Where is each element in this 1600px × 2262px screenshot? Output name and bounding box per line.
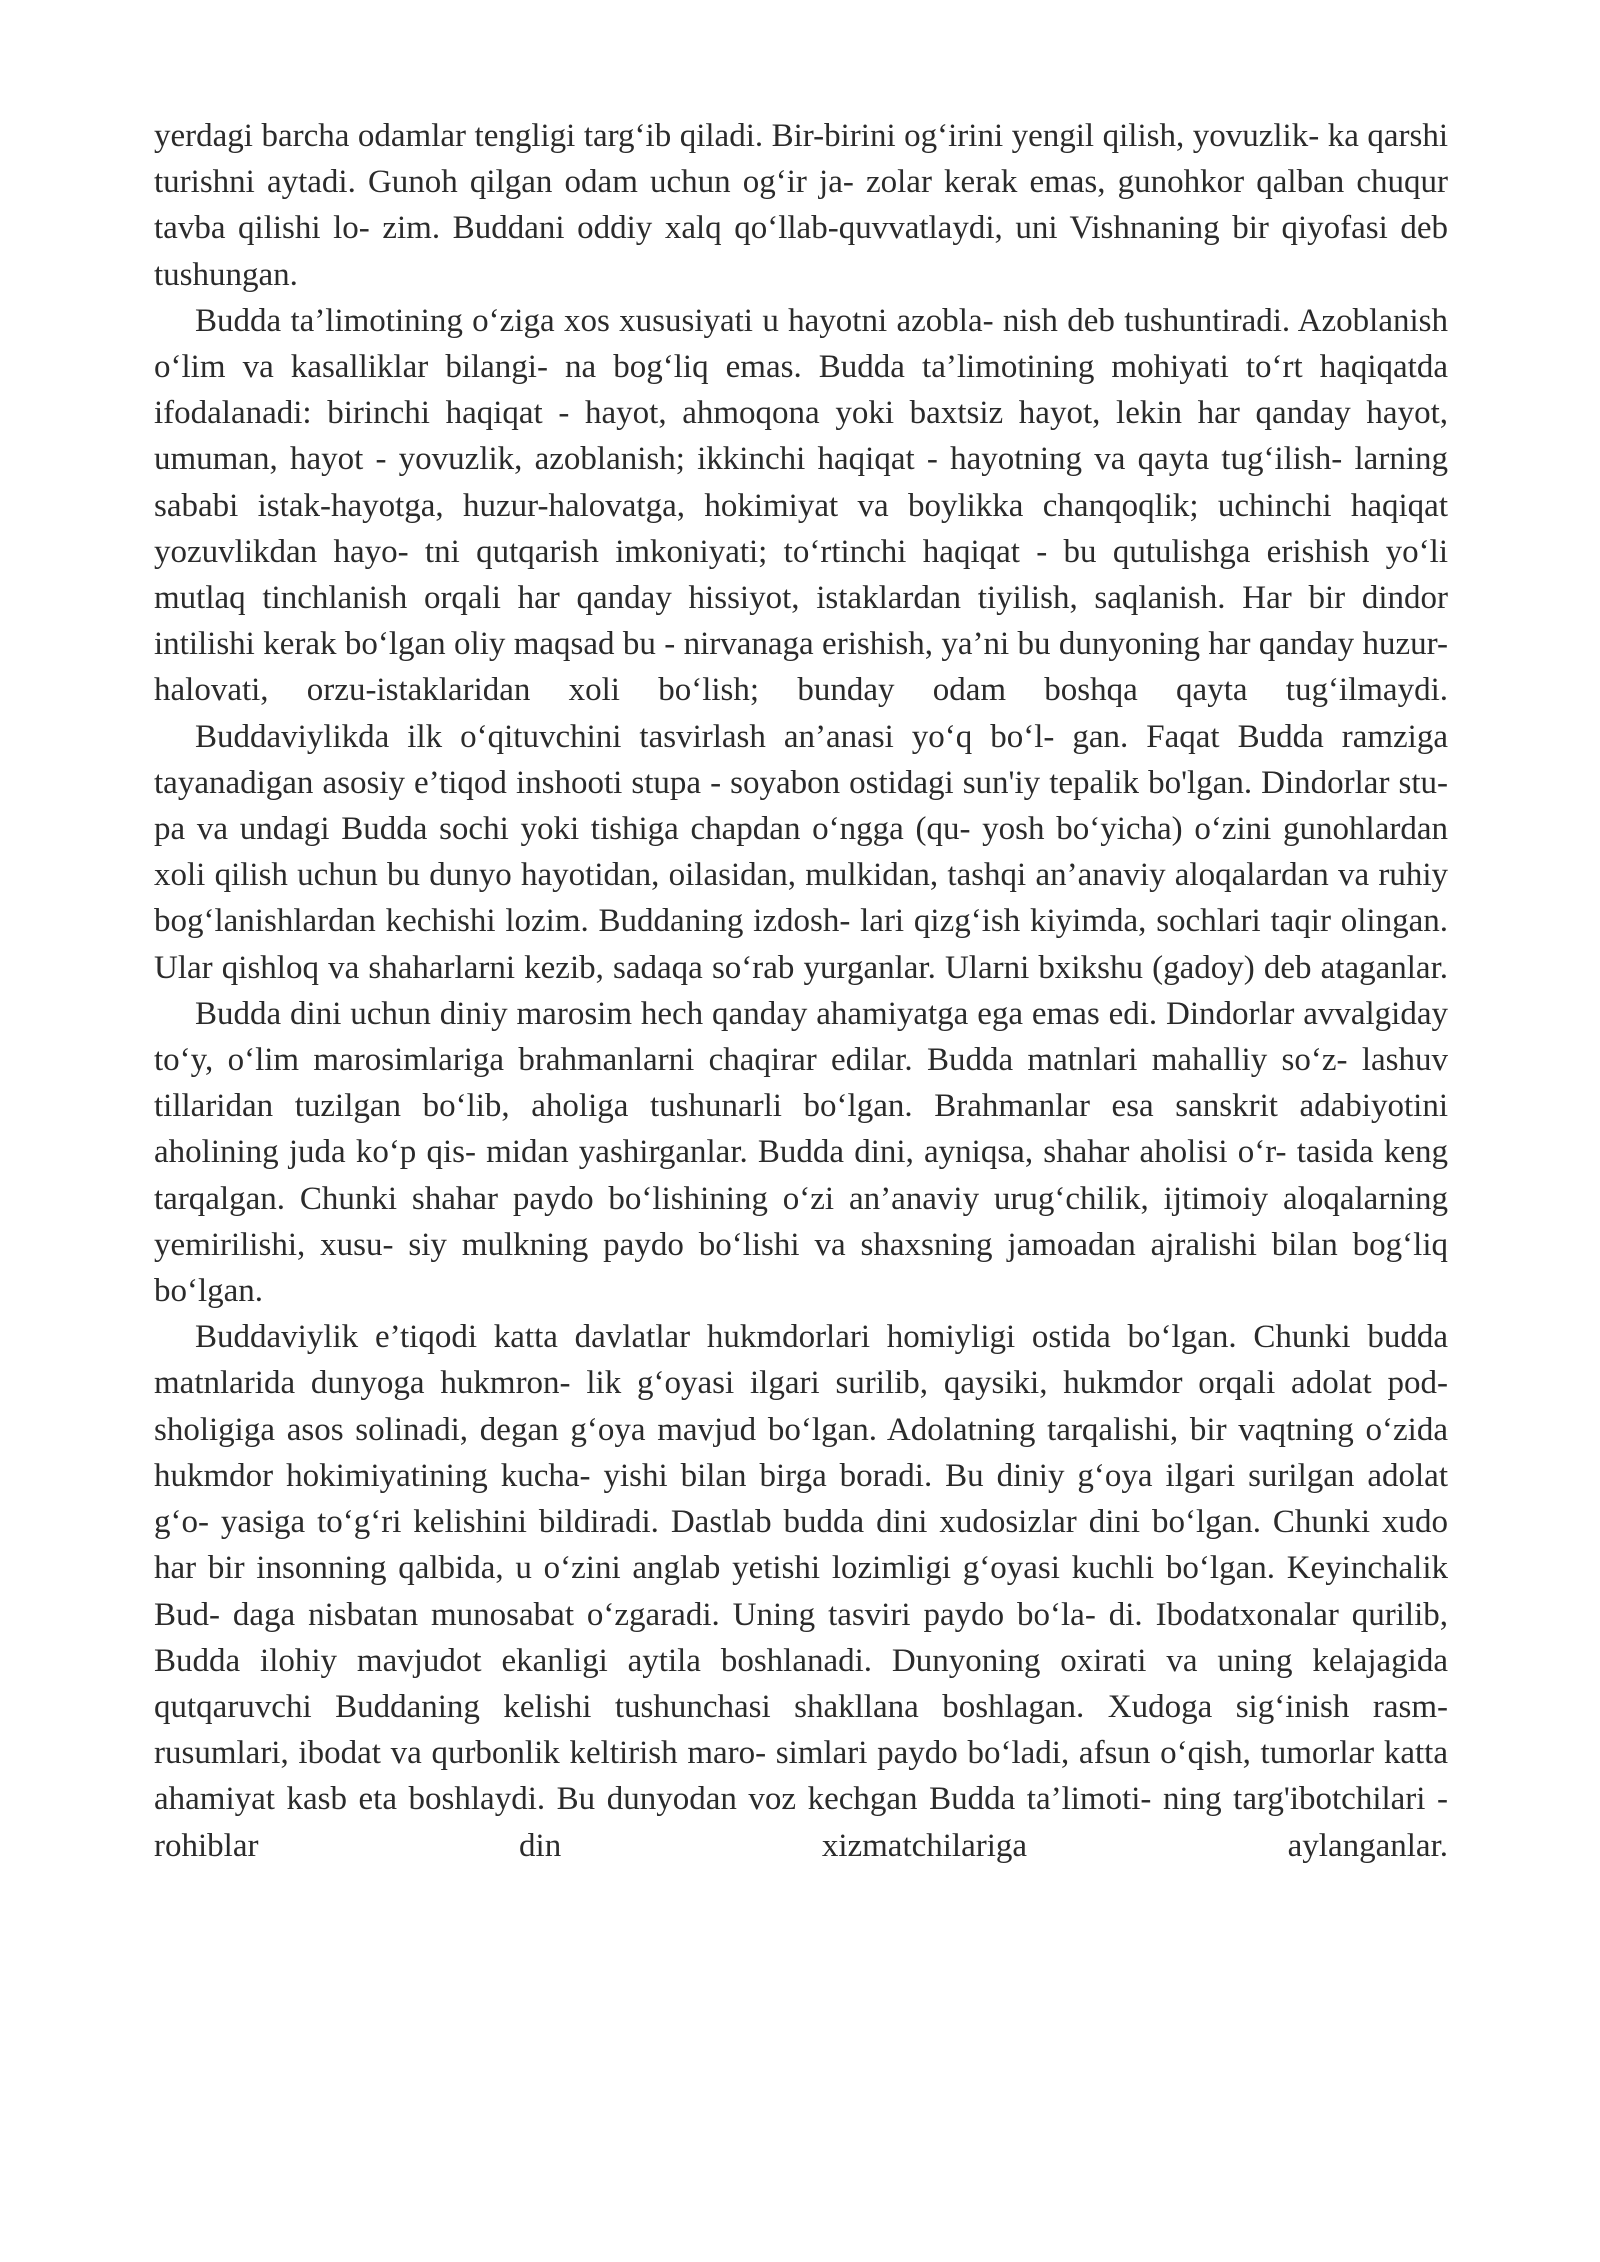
paragraph-3: Buddaviylikda ilk o‘qituvchini tasvirlash an’anasi yo‘q bo‘l- gan. Faqat Budda ramziga tayanadigan asosiy e’tiqod inshooti stupa - soyabon ostidagi sun'iy tepalik bo'lgan. Dindorlar stu- pa va undagi Budda sochi yoki tishiga chapdan o‘ngga (qu- yosh bo‘yicha) o‘zini gunohlardan xoli qilish uchun bu dunyo hayotidan, oilasidan, mulkidan, tashqi an’anaviy aloqalardan va ruhiy bog‘lanishlardan kechishi lozim. Buddaning izdosh- lari qizg‘ish kiyimda, sochlari taqir olingan. Ular qishloq va shaharlarni kezib, sadaqa so‘rab yurganlar. Ularni bxikshu (gadoy) deb ataganlar. <box>154 718 1448 986</box>
paragraph-4: Budda dini uchun diniy marosim hech qanday ahamiyatga ega emas edi. Dindorlar avvalgiday to‘y, o‘lim marosimlariga brahmanlarni chaqirar edilar. Budda matnlari mahalliy so‘z- lashuv tillaridan tuzilgan bo‘lib, aholiga tushunarli bo‘lgan. Brahmanlar esa sanskrit adabiyotini aholining juda ko‘p qis- midan yashirganlar. Budda dini, ayniqsa, shahar aholisi o‘r- tasida keng tarqalgan. Chunki shahar paydo bo‘lishining o‘zi an’anaviy urug‘chilik, ijtimoiy aloqalarning yemirilishi, xusu- siy mulkning paydo bo‘lishi va shaxsning jamoadan ajralishi bilan bog‘liq bo‘lgan. <box>154 995 1448 1310</box>
paragraph-1: yerdagi barcha odamlar tengligi targ‘ib qiladi. Bir-birini og‘irini yengil qilish, yovuzlik- ka qarshi turishni aytadi. Gunoh qilgan odam uchun og‘ir ja- zolar kerak emas, gunohkor qalban chuqur tavba qilishi lo- zim. Buddani oddiy xalq qo‘llab-quvvatlaydi, uni Vishnaning bir qiyofasi deb tushungan. <box>154 118 1448 293</box>
paragraph-2: Budda ta’limotining o‘ziga xos xususiyati u hayotni azobla- nish deb tushuntiradi. Azoblanish o‘lim va kasalliklar bilangi- na bog‘liq emas. Budda ta’limotining mohiyati to‘rt haqiqatda ifodalanadi: birinchi haqiqat - hayot, ahmoqona yoki baxtsiz hayot, lekin har qanday hayot, umuman, hayot - yovuzlik, azoblanish; ikkinchi haqiqat - hayotning va qayta tug‘ilish- larning sababi istak-hayotga, huzur-halovatga, hokimiyat va boylikka chanqoqlik; uchinchi haqiqat yozuvlikdan hayo- tni qutqarish imkoniyati; to‘rtinchi haqiqat - bu qutulishga erishish yo‘li mutlaq tinchlanish orqali har qanday hissiyot, istaklardan tiyilish, saqlanish. Har bir dindor intilishi kerak bo‘lgan oliy maqsad bu - nirvanaga erishish, ya’ni bu dunyoning har qanday huzur-halovati, orzu-istaklaridan xoli bo‘lish; bunday odam boshqa qayta tug‘ilmaydi. <box>154 302 1448 709</box>
document-page <box>154 113 1448 1869</box>
paragraph-5: Buddaviylik e’tiqodi katta davlatlar hukmdorlari homiyligi ostida bo‘lgan. Chunki budda matnlarida dunyoga hukmron- lik g‘oyasi ilgari surilib, qaysiki, hukmdor orqali adolat pod- sholigiga asos solinadi, degan g‘oya mavjud bo‘lgan. Adolatning tarqalishi, bir vaqtning o‘zida hukmdor hokimiyatining kucha- yishi bilan birga boradi. Bu diniy g‘oya ilgari surilgan adolat g‘o- yasiga to‘g‘ri kelishini bildiradi. Dastlab budda dini xudosizlar dini bo‘lgan. Chunki xudo har bir insonning qalbida, u o‘zini anglab yetishi lozimligi g‘oyasi kuchli bo‘lgan. Keyinchalik Bud- daga nisbatan munosabat o‘zgaradi. Uning tasviri paydo bo‘la- di. Ibodatxonalar qurilib, Budda ilohiy mavjudot ekanligi aytila boshlanadi. Dunyoning oxirati va uning kelajagida qutqaruvchi Buddaning kelishi tushunchasi shakllana boshlagan. Xudoga sig‘inish rasm-rusumlari, ibodat va qurbonlik keltirish maro- simlari paydo bo‘ladi, afsun o‘qish, tumorlar katta ahamiyat kasb eta boshlaydi. Bu dunyodan voz kechgan Budda ta’limoti- ning targ'ibotchilari - rohiblar din xizmatchilariga aylanganlar. <box>154 1319 1448 1864</box>
